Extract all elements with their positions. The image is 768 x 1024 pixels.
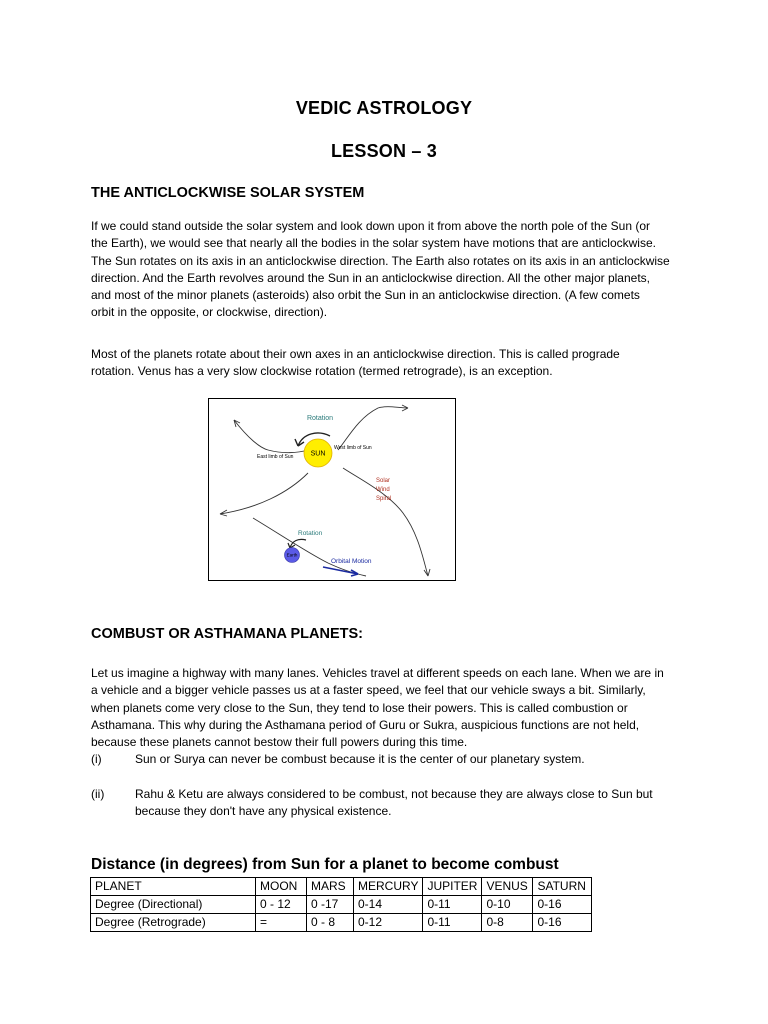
section-heading-solar-system: THE ANTICLOCKWISE SOLAR SYSTEM [91,185,365,201]
table-cell: 0-10 [482,896,533,914]
table-header-cell: PLANET [91,878,256,896]
table-cell: = [256,914,307,932]
table-cell: 0-14 [354,896,423,914]
paragraph-line: Asthamana. This why during the Asthamana period of Guru or Sukra, auspicious functions are not held, [91,717,640,732]
table-cell: Degree (Directional) [91,896,256,914]
list-item-line: Rahu & Ketu are always considered to be combust, not because they are always close to Sun but [135,787,653,801]
orbital-motion-label: Orbital Motion [331,558,372,565]
table-header-cell: JUPITER [423,878,482,896]
table-cell: 0 - 8 [307,914,354,932]
table-cell: 0-12 [354,914,423,932]
paragraph-line: Most of the planets rotate about their own axes in an anticlockwise direction. This is called prograde [91,347,620,361]
section-heading-combust: COMBUST OR ASTHAMANA PLANETS: [91,626,363,642]
table-header-row [91,878,592,896]
lesson-title: LESSON – 3 [330,141,438,161]
table-header-cell: MERCURY [354,878,423,896]
table-header-cell: MARS [307,878,354,896]
paragraph-line: If we could stand outside the solar system and look down upon it from above the north pole of the Sun (or [91,219,650,233]
solar-wind-label-3: Spiral [376,496,392,502]
sun-label: SUN [310,450,326,458]
paragraph-line: orbit in the opposite, or clockwise, direction). [91,305,328,320]
solar-wind-label-2: Wind [376,487,390,493]
list-item-line: because they don't have any physical existence. [135,804,392,819]
west-limb-label: West limb of Sun [334,445,372,451]
list-item-number: (i) [91,752,102,766]
paragraph-combust [91,665,703,751]
list-item-line: Sun or Surya can never be combust because it is the center of our planetary system. [135,752,585,766]
earth-label: Earth [286,552,298,558]
paragraph-line: The Sun rotates on its axis in an anticlockwise direction. The Earth also rotates on its axis in an anticlockwise [91,253,670,268]
list-item-number: (ii) [91,787,105,801]
paragraph-line: because these planets cannot bestow their full powers during this time. [91,735,468,750]
table-header-cell: MOON [256,878,307,896]
paragraph-solar-system [91,218,703,322]
table-cell: 0 -17 [307,896,354,914]
paragraph-prograde [91,346,703,381]
table-cell: 0 - 12 [256,896,307,914]
solar-rotation-diagram [208,398,456,581]
table-cell: 0-16 [533,896,592,914]
table-header-cell: VENUS [482,878,533,896]
paragraph-line: rotation. Venus has a very slow clockwise rotation (termed retrograde), is an exception. [91,364,553,379]
list-item-text [135,751,703,768]
paragraph-line: direction. And the Earth revolves around the Sun in an anticlockwise direction. All the other major planets, [91,270,650,285]
table-row [91,896,592,914]
combust-table [90,877,592,932]
paragraph-line: the Earth), we would see that nearly all the bodies in the solar system have motions that are anticlockwise. [91,236,656,251]
table-cell: 0-8 [482,914,533,932]
solar-wind-label-1: Solar [376,478,391,484]
east-limb-label: East limb of Sun [257,454,294,460]
table-cell: 0-11 [423,896,482,914]
table-header-cell: SATURN [533,878,592,896]
diagram-frame [209,399,456,581]
table-title: Distance (in degrees) from Sun for a planet to become combust [91,856,559,873]
doc-title: VEDIC ASTROLOGY [295,98,473,118]
list-item-text [135,786,703,821]
paragraph-line: a vehicle and a bigger vehicle passes us at a faster speed, we feel that our vehicle sways a bit. Similarly, [91,683,646,698]
rotation-label-bottom: Rotation [298,530,323,537]
paragraph-line: and most of the minor planets (asteroids) also orbit the Sun in an anticlockwise direction. (A few comets [91,288,640,303]
table-row [91,914,592,932]
paragraph-line: Let us imagine a highway with many lanes. Vehicles travel at different speeds on each lane. When we are in [91,666,664,680]
table-cell: 0-11 [423,914,482,932]
paragraph-line: when planets come very close to the Sun, they tend to lose their powers. This is called combustion or [91,700,628,715]
table-cell: Degree (Retrograde) [91,914,256,932]
rotation-label-top: Rotation [306,415,334,422]
table-cell: 0-16 [533,914,592,932]
